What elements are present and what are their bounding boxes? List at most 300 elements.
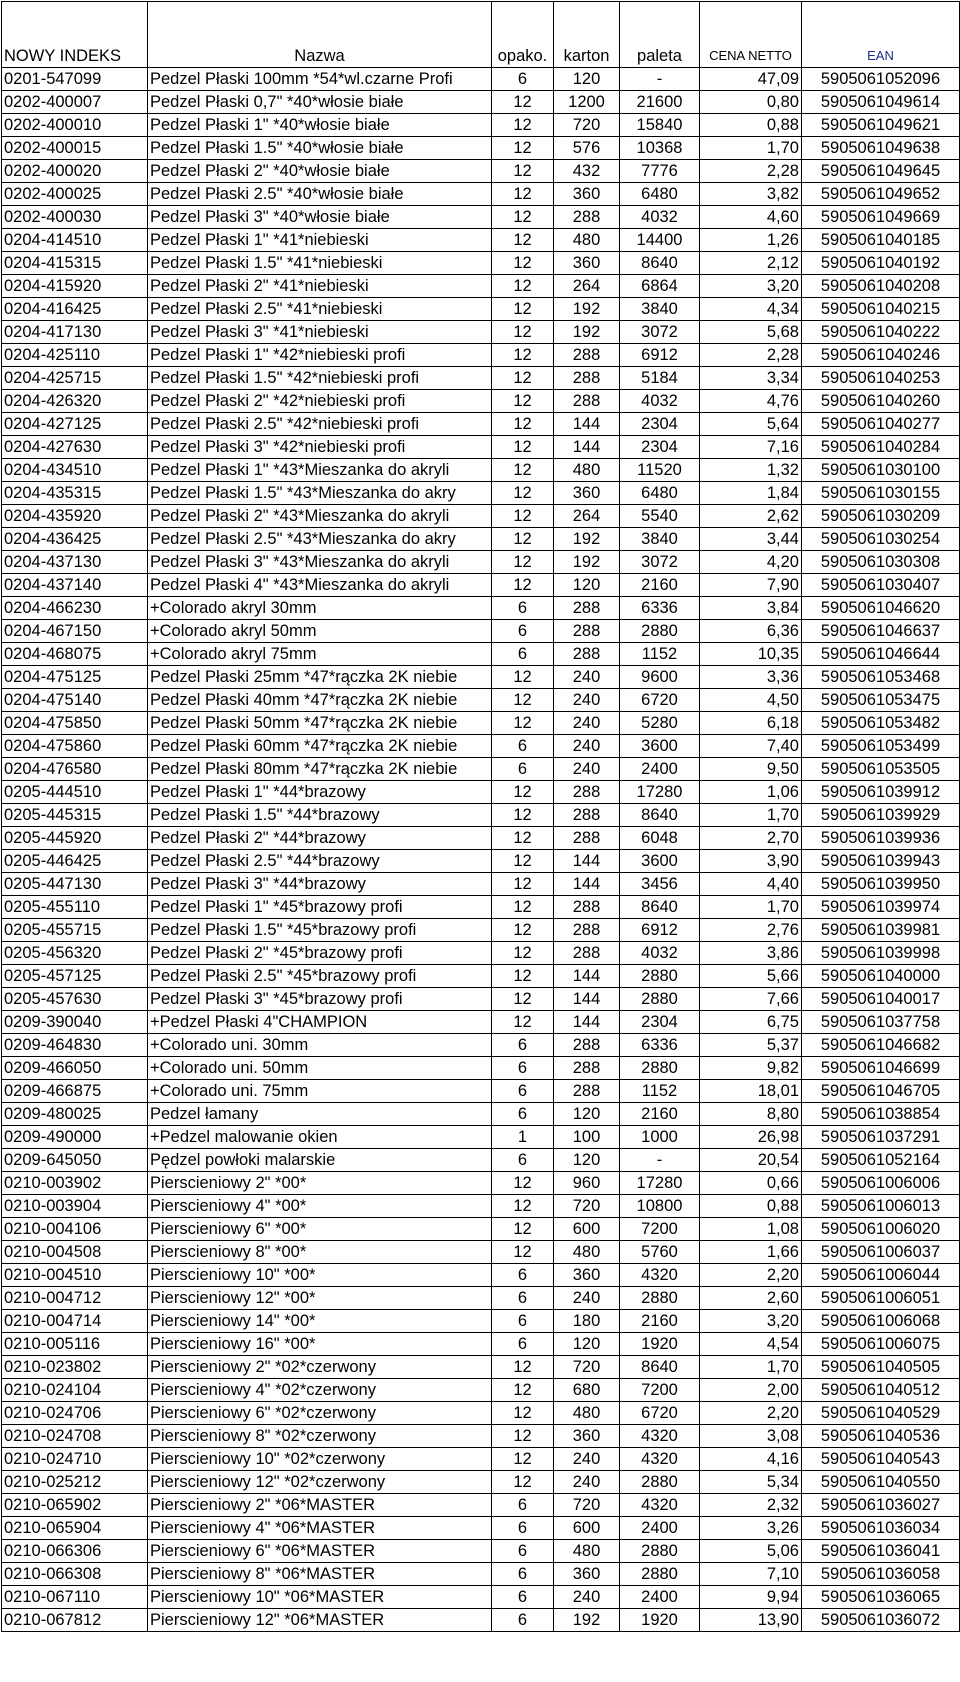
cell-carton: 480 xyxy=(554,1402,620,1425)
cell-name: Pedzel Płaski 1" *43*Mieszanka do akryli xyxy=(148,459,492,482)
cell-name: Pedzel Płaski 2.5" *40*włosie białe xyxy=(148,183,492,206)
cell-price: 2,76 xyxy=(700,919,802,942)
cell-name: Pedzel Płaski 1" *44*brazowy xyxy=(148,781,492,804)
table-row xyxy=(2,183,960,206)
cell-ean: 5905061040512 xyxy=(802,1379,960,1402)
cell-pallet: 6336 xyxy=(620,1034,700,1057)
cell-ean: 5905061039929 xyxy=(802,804,960,827)
table-row xyxy=(2,436,960,459)
cell-name: Pedzel Płaski 2" *43*Mieszanka do akryli xyxy=(148,505,492,528)
cell-name: Pierscieniowy 6" *06*MASTER xyxy=(148,1540,492,1563)
cell-index: 0202-400020 xyxy=(2,160,148,183)
cell-ean: 5905061046682 xyxy=(802,1034,960,1057)
table-row xyxy=(2,689,960,712)
cell-pallet: 6480 xyxy=(620,183,700,206)
table-row xyxy=(2,1517,960,1540)
cell-ean: 5905061046620 xyxy=(802,597,960,620)
cell-carton: 240 xyxy=(554,1586,620,1609)
cell-index: 0202-400015 xyxy=(2,137,148,160)
cell-name: Pierscieniowy 6" *02*czerwony xyxy=(148,1402,492,1425)
cell-ean: 5905061040543 xyxy=(802,1448,960,1471)
table-row xyxy=(2,160,960,183)
cell-index: 0204-434510 xyxy=(2,459,148,482)
table-row xyxy=(2,1448,960,1471)
cell-index: 0210-004508 xyxy=(2,1241,148,1264)
cell-ean: 5905061046699 xyxy=(802,1057,960,1080)
cell-pack: 12 xyxy=(492,206,554,229)
cell-price: 5,34 xyxy=(700,1471,802,1494)
cell-index: 0205-447130 xyxy=(2,873,148,896)
cell-index: 0210-066308 xyxy=(2,1563,148,1586)
cell-ean: 5905061049652 xyxy=(802,183,960,206)
table-row xyxy=(2,1287,960,1310)
table-row xyxy=(2,344,960,367)
cell-name: Pedzel Płaski 1.5" *42*niebieski profi xyxy=(148,367,492,390)
cell-pallet: 17280 xyxy=(620,1172,700,1195)
cell-pallet: 2880 xyxy=(620,620,700,643)
cell-name: +Pedzel Płaski 4"CHAMPION xyxy=(148,1011,492,1034)
table-row xyxy=(2,1310,960,1333)
cell-pallet: 2160 xyxy=(620,574,700,597)
cell-carton: 288 xyxy=(554,1057,620,1080)
cell-pack: 6 xyxy=(492,1609,554,1632)
cell-pallet: 2304 xyxy=(620,1011,700,1034)
cell-pallet: 3840 xyxy=(620,528,700,551)
cell-price: 4,54 xyxy=(700,1333,802,1356)
cell-pack: 6 xyxy=(492,1264,554,1287)
cell-index: 0204-425110 xyxy=(2,344,148,367)
cell-carton: 600 xyxy=(554,1517,620,1540)
cell-pack: 6 xyxy=(492,1540,554,1563)
cell-price: 1,26 xyxy=(700,229,802,252)
cell-pallet: 17280 xyxy=(620,781,700,804)
cell-pallet: 2304 xyxy=(620,436,700,459)
cell-name: Pedzel Płaski 1.5" *45*brazowy profi xyxy=(148,919,492,942)
cell-index: 0204-475860 xyxy=(2,735,148,758)
cell-price: 0,88 xyxy=(700,114,802,137)
cell-index: 0210-065904 xyxy=(2,1517,148,1540)
table-row xyxy=(2,712,960,735)
table-row xyxy=(2,1379,960,1402)
table-row xyxy=(2,919,960,942)
cell-pallet: 1152 xyxy=(620,643,700,666)
cell-index: 0204-415920 xyxy=(2,275,148,298)
cell-carton: 192 xyxy=(554,551,620,574)
cell-pallet: 3072 xyxy=(620,321,700,344)
cell-price: 47,09 xyxy=(700,68,802,91)
cell-ean: 5905061036072 xyxy=(802,1609,960,1632)
cell-pack: 12 xyxy=(492,827,554,850)
table-row xyxy=(2,528,960,551)
cell-index: 0210-004714 xyxy=(2,1310,148,1333)
cell-carton: 288 xyxy=(554,367,620,390)
cell-ean: 5905061040253 xyxy=(802,367,960,390)
cell-pack: 12 xyxy=(492,137,554,160)
cell-pallet: 2880 xyxy=(620,1471,700,1494)
cell-pack: 12 xyxy=(492,574,554,597)
cell-pack: 12 xyxy=(492,689,554,712)
cell-index: 0204-415315 xyxy=(2,252,148,275)
cell-carton: 720 xyxy=(554,114,620,137)
cell-carton: 288 xyxy=(554,1080,620,1103)
cell-pack: 12 xyxy=(492,1425,554,1448)
cell-name: Pierscieniowy 10" *06*MASTER xyxy=(148,1586,492,1609)
cell-price: 4,60 xyxy=(700,206,802,229)
cell-price: 6,18 xyxy=(700,712,802,735)
cell-index: 0209-490000 xyxy=(2,1126,148,1149)
cell-carton: 432 xyxy=(554,160,620,183)
cell-carton: 480 xyxy=(554,459,620,482)
cell-carton: 144 xyxy=(554,1011,620,1034)
cell-name: Pedzel Płaski 1" *41*niebieski xyxy=(148,229,492,252)
cell-pallet: 9600 xyxy=(620,666,700,689)
table-row xyxy=(2,1425,960,1448)
table-row xyxy=(2,1540,960,1563)
cell-pallet: 3600 xyxy=(620,735,700,758)
cell-pack: 6 xyxy=(492,1103,554,1126)
cell-pack: 12 xyxy=(492,459,554,482)
cell-name: Pedzel Płaski 3" *42*niebieski profi xyxy=(148,436,492,459)
cell-index: 0204-475850 xyxy=(2,712,148,735)
cell-pallet: 4320 xyxy=(620,1264,700,1287)
cell-pallet: 4032 xyxy=(620,942,700,965)
cell-price: 13,90 xyxy=(700,1609,802,1632)
cell-name: Pierscieniowy 10" *02*czerwony xyxy=(148,1448,492,1471)
table-row xyxy=(2,643,960,666)
cell-ean: 5905061046644 xyxy=(802,643,960,666)
table-row xyxy=(2,1264,960,1287)
cell-pallet: 2160 xyxy=(620,1103,700,1126)
cell-name: Pedzel Płaski 0,7" *40*włosie białe xyxy=(148,91,492,114)
cell-ean: 5905061053468 xyxy=(802,666,960,689)
table-row xyxy=(2,459,960,482)
cell-pack: 12 xyxy=(492,1218,554,1241)
cell-carton: 288 xyxy=(554,896,620,919)
cell-index: 0205-455715 xyxy=(2,919,148,942)
cell-pallet: 6720 xyxy=(620,689,700,712)
cell-ean: 5905061049645 xyxy=(802,160,960,183)
cell-carton: 360 xyxy=(554,252,620,275)
cell-pack: 12 xyxy=(492,942,554,965)
cell-pack: 12 xyxy=(492,252,554,275)
cell-pack: 6 xyxy=(492,735,554,758)
cell-carton: 192 xyxy=(554,1609,620,1632)
cell-pallet: 2880 xyxy=(620,1057,700,1080)
cell-name: Pedzel Płaski 100mm *54*wl.czarne Profi xyxy=(148,68,492,91)
cell-index: 0204-476580 xyxy=(2,758,148,781)
cell-ean: 5905061030209 xyxy=(802,505,960,528)
cell-pallet: 6480 xyxy=(620,482,700,505)
cell-pack: 12 xyxy=(492,1402,554,1425)
cell-index: 0210-004106 xyxy=(2,1218,148,1241)
cell-ean: 5905061053499 xyxy=(802,735,960,758)
cell-name: Pedzel Płaski 2.5" *45*brazowy profi xyxy=(148,965,492,988)
cell-pallet: 2880 xyxy=(620,965,700,988)
cell-ean: 5905061039974 xyxy=(802,896,960,919)
cell-ean: 5905061040260 xyxy=(802,390,960,413)
cell-pack: 6 xyxy=(492,643,554,666)
cell-ean: 5905061040222 xyxy=(802,321,960,344)
cell-ean: 5905061006051 xyxy=(802,1287,960,1310)
cell-pallet: 6864 xyxy=(620,275,700,298)
table-row xyxy=(2,1333,960,1356)
cell-name: Pierscieniowy 2" *02*czerwony xyxy=(148,1356,492,1379)
cell-name: +Colorado akryl 75mm xyxy=(148,643,492,666)
cell-name: Pierscieniowy 8" *00* xyxy=(148,1241,492,1264)
cell-pack: 12 xyxy=(492,1241,554,1264)
cell-index: 0205-446425 xyxy=(2,850,148,873)
cell-index: 0204-475140 xyxy=(2,689,148,712)
cell-index: 0202-400030 xyxy=(2,206,148,229)
cell-pack: 6 xyxy=(492,1494,554,1517)
cell-ean: 5905061040550 xyxy=(802,1471,960,1494)
cell-carton: 120 xyxy=(554,1149,620,1172)
cell-price: 1,70 xyxy=(700,1356,802,1379)
cell-price: 5,06 xyxy=(700,1540,802,1563)
cell-ean: 5905061040215 xyxy=(802,298,960,321)
table-row xyxy=(2,68,960,91)
cell-pack: 6 xyxy=(492,1563,554,1586)
cell-carton: 180 xyxy=(554,1310,620,1333)
cell-index: 0210-065902 xyxy=(2,1494,148,1517)
cell-ean: 5905061030100 xyxy=(802,459,960,482)
cell-name: Pierscieniowy 4" *06*MASTER xyxy=(148,1517,492,1540)
cell-price: 4,34 xyxy=(700,298,802,321)
cell-pallet: 2880 xyxy=(620,1287,700,1310)
cell-pack: 12 xyxy=(492,551,554,574)
cell-carton: 576 xyxy=(554,137,620,160)
cell-ean: 5905061039912 xyxy=(802,781,960,804)
cell-name: Pedzel Płaski 1.5" *44*brazowy xyxy=(148,804,492,827)
cell-pallet: 3600 xyxy=(620,850,700,873)
cell-name: Pedzel Płaski 1.5" *43*Mieszanka do akry xyxy=(148,482,492,505)
cell-pallet: 7200 xyxy=(620,1379,700,1402)
cell-carton: 120 xyxy=(554,68,620,91)
cell-carton: 240 xyxy=(554,1448,620,1471)
cell-pack: 12 xyxy=(492,919,554,942)
cell-pallet: 1920 xyxy=(620,1333,700,1356)
cell-pallet: 6048 xyxy=(620,827,700,850)
cell-pallet: 15840 xyxy=(620,114,700,137)
cell-price: 4,76 xyxy=(700,390,802,413)
cell-pack: 12 xyxy=(492,1379,554,1402)
cell-price: 4,16 xyxy=(700,1448,802,1471)
table-row xyxy=(2,505,960,528)
table-row xyxy=(2,321,960,344)
cell-pack: 12 xyxy=(492,781,554,804)
cell-index: 0210-023802 xyxy=(2,1356,148,1379)
cell-index: 0205-456320 xyxy=(2,942,148,965)
cell-pallet: - xyxy=(620,68,700,91)
cell-price: 7,66 xyxy=(700,988,802,1011)
cell-carton: 720 xyxy=(554,1356,620,1379)
cell-carton: 264 xyxy=(554,505,620,528)
cell-carton: 120 xyxy=(554,1103,620,1126)
cell-name: Pedzel Płaski 3" *41*niebieski xyxy=(148,321,492,344)
cell-index: 0210-003902 xyxy=(2,1172,148,1195)
cell-carton: 720 xyxy=(554,1195,620,1218)
cell-pack: 12 xyxy=(492,804,554,827)
cell-price: 5,66 xyxy=(700,965,802,988)
table-row xyxy=(2,1494,960,1517)
cell-pack: 12 xyxy=(492,298,554,321)
cell-price: 1,70 xyxy=(700,804,802,827)
cell-name: Pedzel łamany xyxy=(148,1103,492,1126)
cell-pack: 12 xyxy=(492,344,554,367)
cell-pack: 12 xyxy=(492,114,554,137)
cell-index: 0202-400025 xyxy=(2,183,148,206)
cell-index: 0204-427125 xyxy=(2,413,148,436)
cell-price: 8,80 xyxy=(700,1103,802,1126)
cell-index: 0204-435920 xyxy=(2,505,148,528)
table-row xyxy=(2,1586,960,1609)
cell-name: Pierscieniowy 4" *02*czerwony xyxy=(148,1379,492,1402)
cell-name: Pierscieniowy 16" *00* xyxy=(148,1333,492,1356)
header-price: CENA NETTO xyxy=(700,2,802,68)
table-row xyxy=(2,804,960,827)
table-row xyxy=(2,1609,960,1632)
cell-price: 1,32 xyxy=(700,459,802,482)
cell-name: Pierscieniowy 12" *00* xyxy=(148,1287,492,1310)
cell-ean: 5905061040000 xyxy=(802,965,960,988)
cell-pallet: 2880 xyxy=(620,988,700,1011)
cell-ean: 5905061039936 xyxy=(802,827,960,850)
cell-pallet: 2400 xyxy=(620,1586,700,1609)
cell-pack: 6 xyxy=(492,1310,554,1333)
cell-pack: 12 xyxy=(492,666,554,689)
table-row xyxy=(2,1356,960,1379)
cell-price: 7,10 xyxy=(700,1563,802,1586)
cell-ean: 5905061030254 xyxy=(802,528,960,551)
cell-ean: 5905061006020 xyxy=(802,1218,960,1241)
cell-pallet: 8640 xyxy=(620,896,700,919)
cell-price: 6,36 xyxy=(700,620,802,643)
cell-pack: 12 xyxy=(492,367,554,390)
cell-name: Pedzel Płaski 2.5" *43*Mieszanka do akry xyxy=(148,528,492,551)
cell-carton: 288 xyxy=(554,804,620,827)
cell-pallet: 7200 xyxy=(620,1218,700,1241)
cell-name: Pedzel Płaski 3" *43*Mieszanka do akryli xyxy=(148,551,492,574)
cell-price: 2,28 xyxy=(700,160,802,183)
cell-carton: 288 xyxy=(554,1034,620,1057)
cell-carton: 288 xyxy=(554,942,620,965)
cell-price: 1,70 xyxy=(700,137,802,160)
cell-carton: 288 xyxy=(554,597,620,620)
cell-pallet: 8640 xyxy=(620,804,700,827)
cell-carton: 288 xyxy=(554,781,620,804)
cell-ean: 5905061053482 xyxy=(802,712,960,735)
cell-ean: 5905061049638 xyxy=(802,137,960,160)
cell-price: 26,98 xyxy=(700,1126,802,1149)
table-row xyxy=(2,551,960,574)
cell-index: 0201-547099 xyxy=(2,68,148,91)
cell-pallet: 3456 xyxy=(620,873,700,896)
cell-price: 3,90 xyxy=(700,850,802,873)
cell-ean: 5905061006037 xyxy=(802,1241,960,1264)
table-row xyxy=(2,827,960,850)
cell-carton: 192 xyxy=(554,528,620,551)
table-row xyxy=(2,91,960,114)
cell-name: Pedzel Płaski 4" *43*Mieszanka do akryli xyxy=(148,574,492,597)
cell-pack: 12 xyxy=(492,321,554,344)
cell-name: Pedzel Płaski 1.5" *41*niebieski xyxy=(148,252,492,275)
table-row xyxy=(2,988,960,1011)
cell-ean: 5905061037758 xyxy=(802,1011,960,1034)
table-row xyxy=(2,850,960,873)
header-pack: opako. xyxy=(492,2,554,68)
cell-price: 3,44 xyxy=(700,528,802,551)
cell-name: +Colorado uni. 50mm xyxy=(148,1057,492,1080)
table-row xyxy=(2,1218,960,1241)
cell-index: 0204-466230 xyxy=(2,597,148,620)
cell-carton: 288 xyxy=(554,643,620,666)
cell-ean: 5905061036027 xyxy=(802,1494,960,1517)
header-row xyxy=(2,2,960,68)
cell-carton: 240 xyxy=(554,666,620,689)
cell-ean: 5905061052164 xyxy=(802,1149,960,1172)
cell-pallet: 1152 xyxy=(620,1080,700,1103)
cell-ean: 5905061053505 xyxy=(802,758,960,781)
price-list-table xyxy=(1,1,960,1632)
cell-name: Pedzel Płaski 2" *44*brazowy xyxy=(148,827,492,850)
cell-pallet: 4032 xyxy=(620,206,700,229)
cell-index: 0209-645050 xyxy=(2,1149,148,1172)
cell-index: 0209-466875 xyxy=(2,1080,148,1103)
cell-name: Pędzel powłoki malarskie xyxy=(148,1149,492,1172)
cell-index: 0204-436425 xyxy=(2,528,148,551)
cell-ean: 5905061006075 xyxy=(802,1333,960,1356)
cell-ean: 5905061030407 xyxy=(802,574,960,597)
cell-carton: 192 xyxy=(554,298,620,321)
table-row xyxy=(2,1011,960,1034)
cell-pallet: 4320 xyxy=(620,1494,700,1517)
cell-pallet: 3072 xyxy=(620,551,700,574)
cell-pack: 6 xyxy=(492,1586,554,1609)
header-carton: karton xyxy=(554,2,620,68)
header-index: NOWY INDEKS xyxy=(2,2,148,68)
cell-ean: 5905061039943 xyxy=(802,850,960,873)
cell-carton: 288 xyxy=(554,206,620,229)
cell-index: 0209-464830 xyxy=(2,1034,148,1057)
table-row xyxy=(2,1126,960,1149)
cell-index: 0210-005116 xyxy=(2,1333,148,1356)
table-row xyxy=(2,1471,960,1494)
cell-pack: 6 xyxy=(492,1149,554,1172)
cell-pack: 1 xyxy=(492,1126,554,1149)
cell-price: 9,94 xyxy=(700,1586,802,1609)
cell-carton: 360 xyxy=(554,183,620,206)
cell-price: 2,28 xyxy=(700,344,802,367)
table-row xyxy=(2,666,960,689)
cell-ean: 5905061046637 xyxy=(802,620,960,643)
cell-price: 4,40 xyxy=(700,873,802,896)
cell-pallet: 14400 xyxy=(620,229,700,252)
cell-ean: 5905061036065 xyxy=(802,1586,960,1609)
cell-pallet: 21600 xyxy=(620,91,700,114)
cell-pack: 6 xyxy=(492,68,554,91)
cell-ean: 5905061040536 xyxy=(802,1425,960,1448)
cell-name: Pierscieniowy 4" *00* xyxy=(148,1195,492,1218)
cell-index: 0204-437130 xyxy=(2,551,148,574)
cell-ean: 5905061040529 xyxy=(802,1402,960,1425)
cell-ean: 5905061039998 xyxy=(802,942,960,965)
cell-pallet: 5184 xyxy=(620,367,700,390)
cell-carton: 288 xyxy=(554,390,620,413)
cell-carton: 240 xyxy=(554,712,620,735)
cell-ean: 5905061039950 xyxy=(802,873,960,896)
table-row xyxy=(2,1241,960,1264)
cell-name: Pierscieniowy 12" *02*czerwony xyxy=(148,1471,492,1494)
